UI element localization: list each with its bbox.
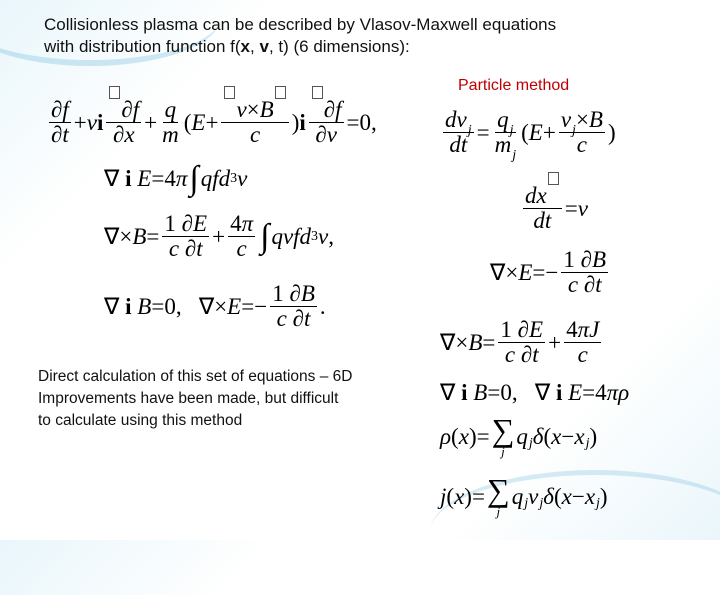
ampere-law-equation: ∇× B = $\frac{1 \partial E}{c \partial t}$ + $\frac{4\pi}{c}$ ∫ qvfd 3 v ,: [104, 211, 335, 262]
particle-faraday-equation: ∇× E =− $\frac{1 \partial B}{c \partial t}$: [490, 247, 607, 298]
note-line-3: to calculate using this method: [38, 412, 243, 429]
particle-momentum-equation: $\frac{dv_j}{dt}$ = $\frac{q_j}{m_j}$ ( E + $\frac{v_j\times B}{c}$ ): [445, 107, 616, 164]
charge-density-equation: ρ ( x )= ∑ j q j δ ( x − x j ): [440, 412, 598, 459]
title-line-1: Collisionless plasma can be described by Vlasov-Maxwell equations: [44, 15, 557, 34]
slide-title: [44, 14, 684, 58]
note-line-1: Direct calculation of this set of equations – 6D: [38, 368, 353, 385]
title-line-2: with distribution function f(x, v, t) (6 dimensions):: [44, 37, 410, 56]
note-line-2: Improvements have been made, but difficult: [38, 390, 339, 407]
faraday-law-equation: ∇ i B =0, ∇× E =− $\frac{1 \partial B}{c \partial t}$ .: [104, 281, 326, 332]
vlasov-equation: $\frac{\partial f}{\partial t}$ + v i $\frac{\partial f}{\partial x}$ + $\frac{q}{m}$ ( E + $\frac{v\times B}{c}$ ) i $\frac{\partial f}{\partial v}$ =0,: [46, 98, 377, 147]
particle-divergence-equations: ∇ i B =0, ∇ i E =4 πρ: [440, 380, 630, 405]
method-note: [38, 366, 418, 432]
gauss-law-equation: ∇ i E =4 π ∫ qfd 3 v: [104, 160, 248, 197]
particle-position-equation: $\frac{dx}{dt}$ = v: [520, 184, 588, 233]
particle-ampere-equation: ∇× B = $\frac{1 \partial E}{c \partial t}$ + $\frac{4\pi J}{c}$: [440, 317, 600, 368]
current-density-equation: j ( x )= ∑ j q j v j δ ( x − x j ): [440, 472, 608, 519]
particle-method-heading: Particle method: [458, 77, 570, 94]
